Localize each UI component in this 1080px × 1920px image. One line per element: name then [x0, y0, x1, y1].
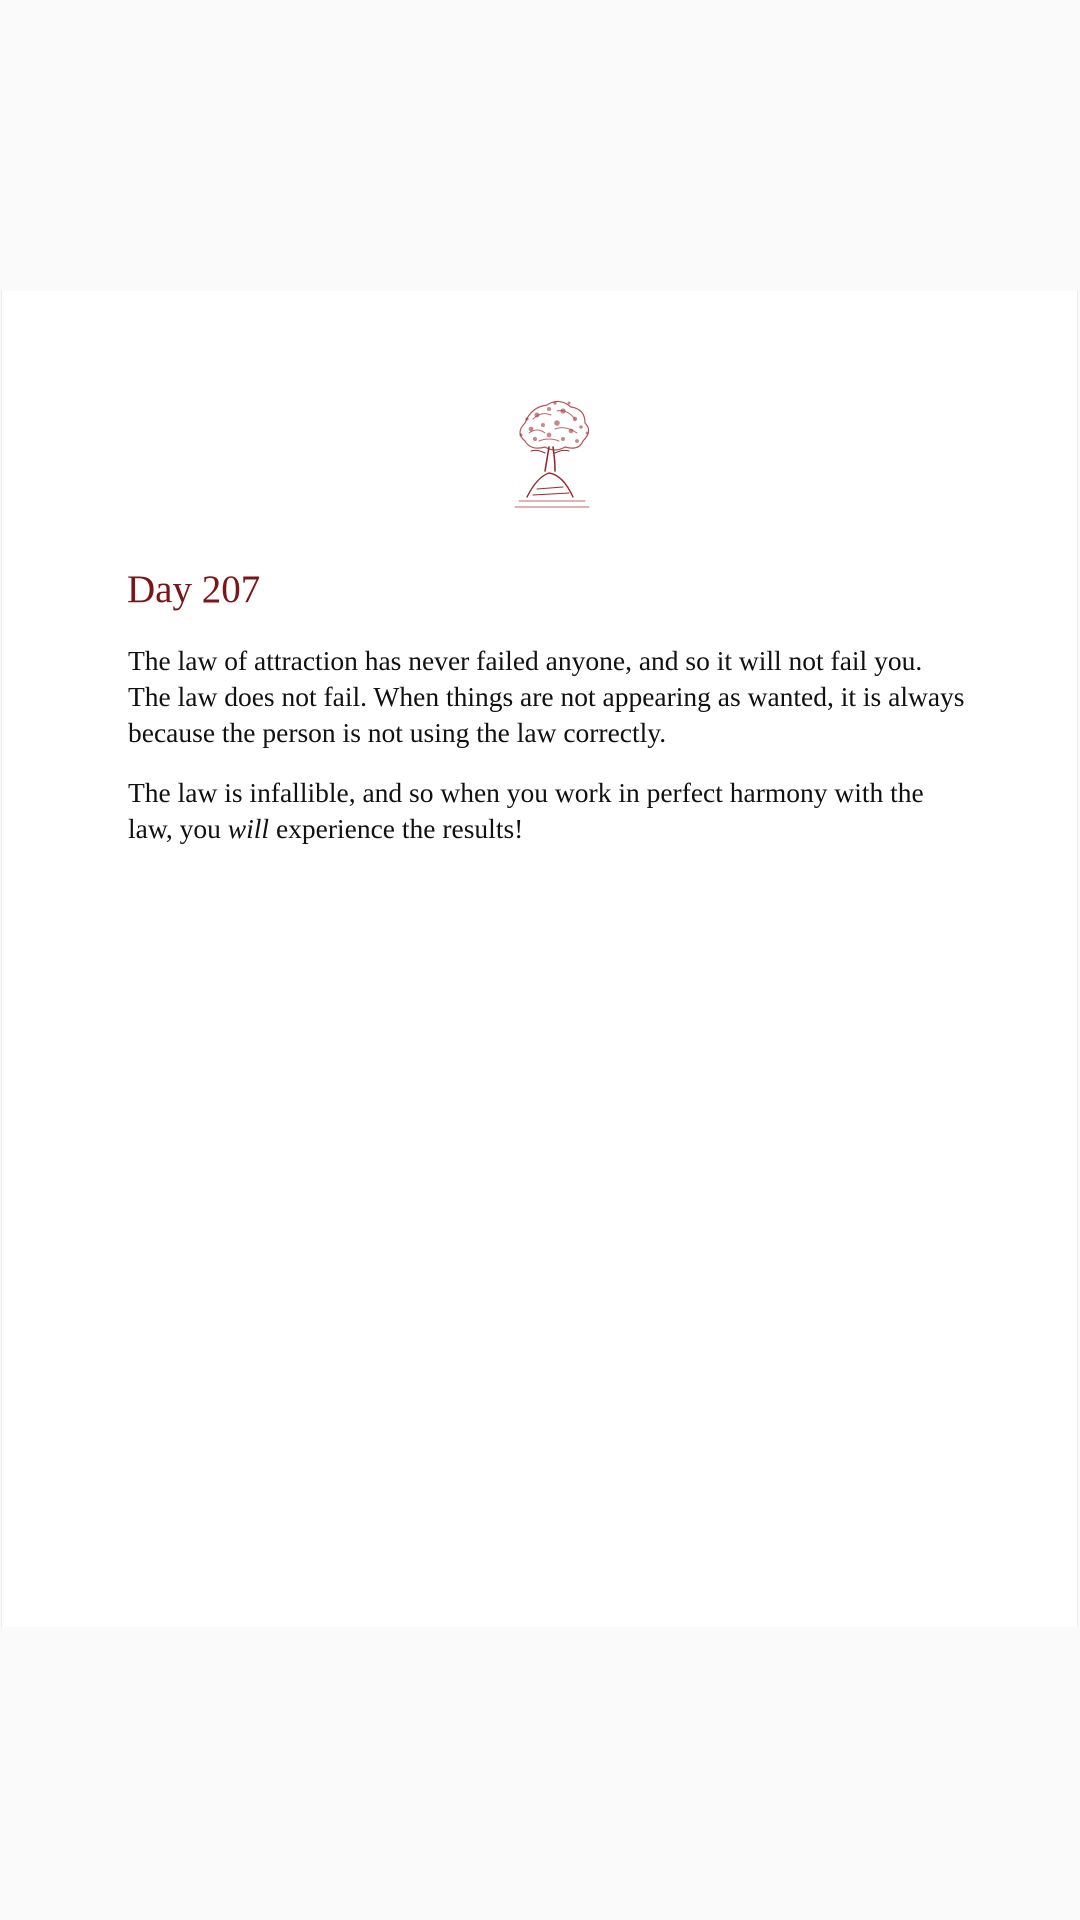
entry-body — [128, 643, 968, 871]
paragraph-2-text-end: experience the results! — [269, 813, 524, 844]
book-page — [1, 291, 1078, 1627]
paragraph-2-emphasis: will — [227, 813, 270, 844]
page-title: Day 207 — [127, 568, 261, 611]
tree-illustration-icon — [497, 389, 603, 517]
paragraph-1: The law of attraction has never failed anyone, and so it will not fail you. The law does not fail. When things are not appearing as wanted, it is always because the person is not using the law correctly. — [128, 645, 965, 748]
paragraph-2-text-start: The law is infallible, and so when you work in perfect harmony with the law, you — [128, 777, 924, 844]
paragraph-2 — [128, 775, 968, 847]
